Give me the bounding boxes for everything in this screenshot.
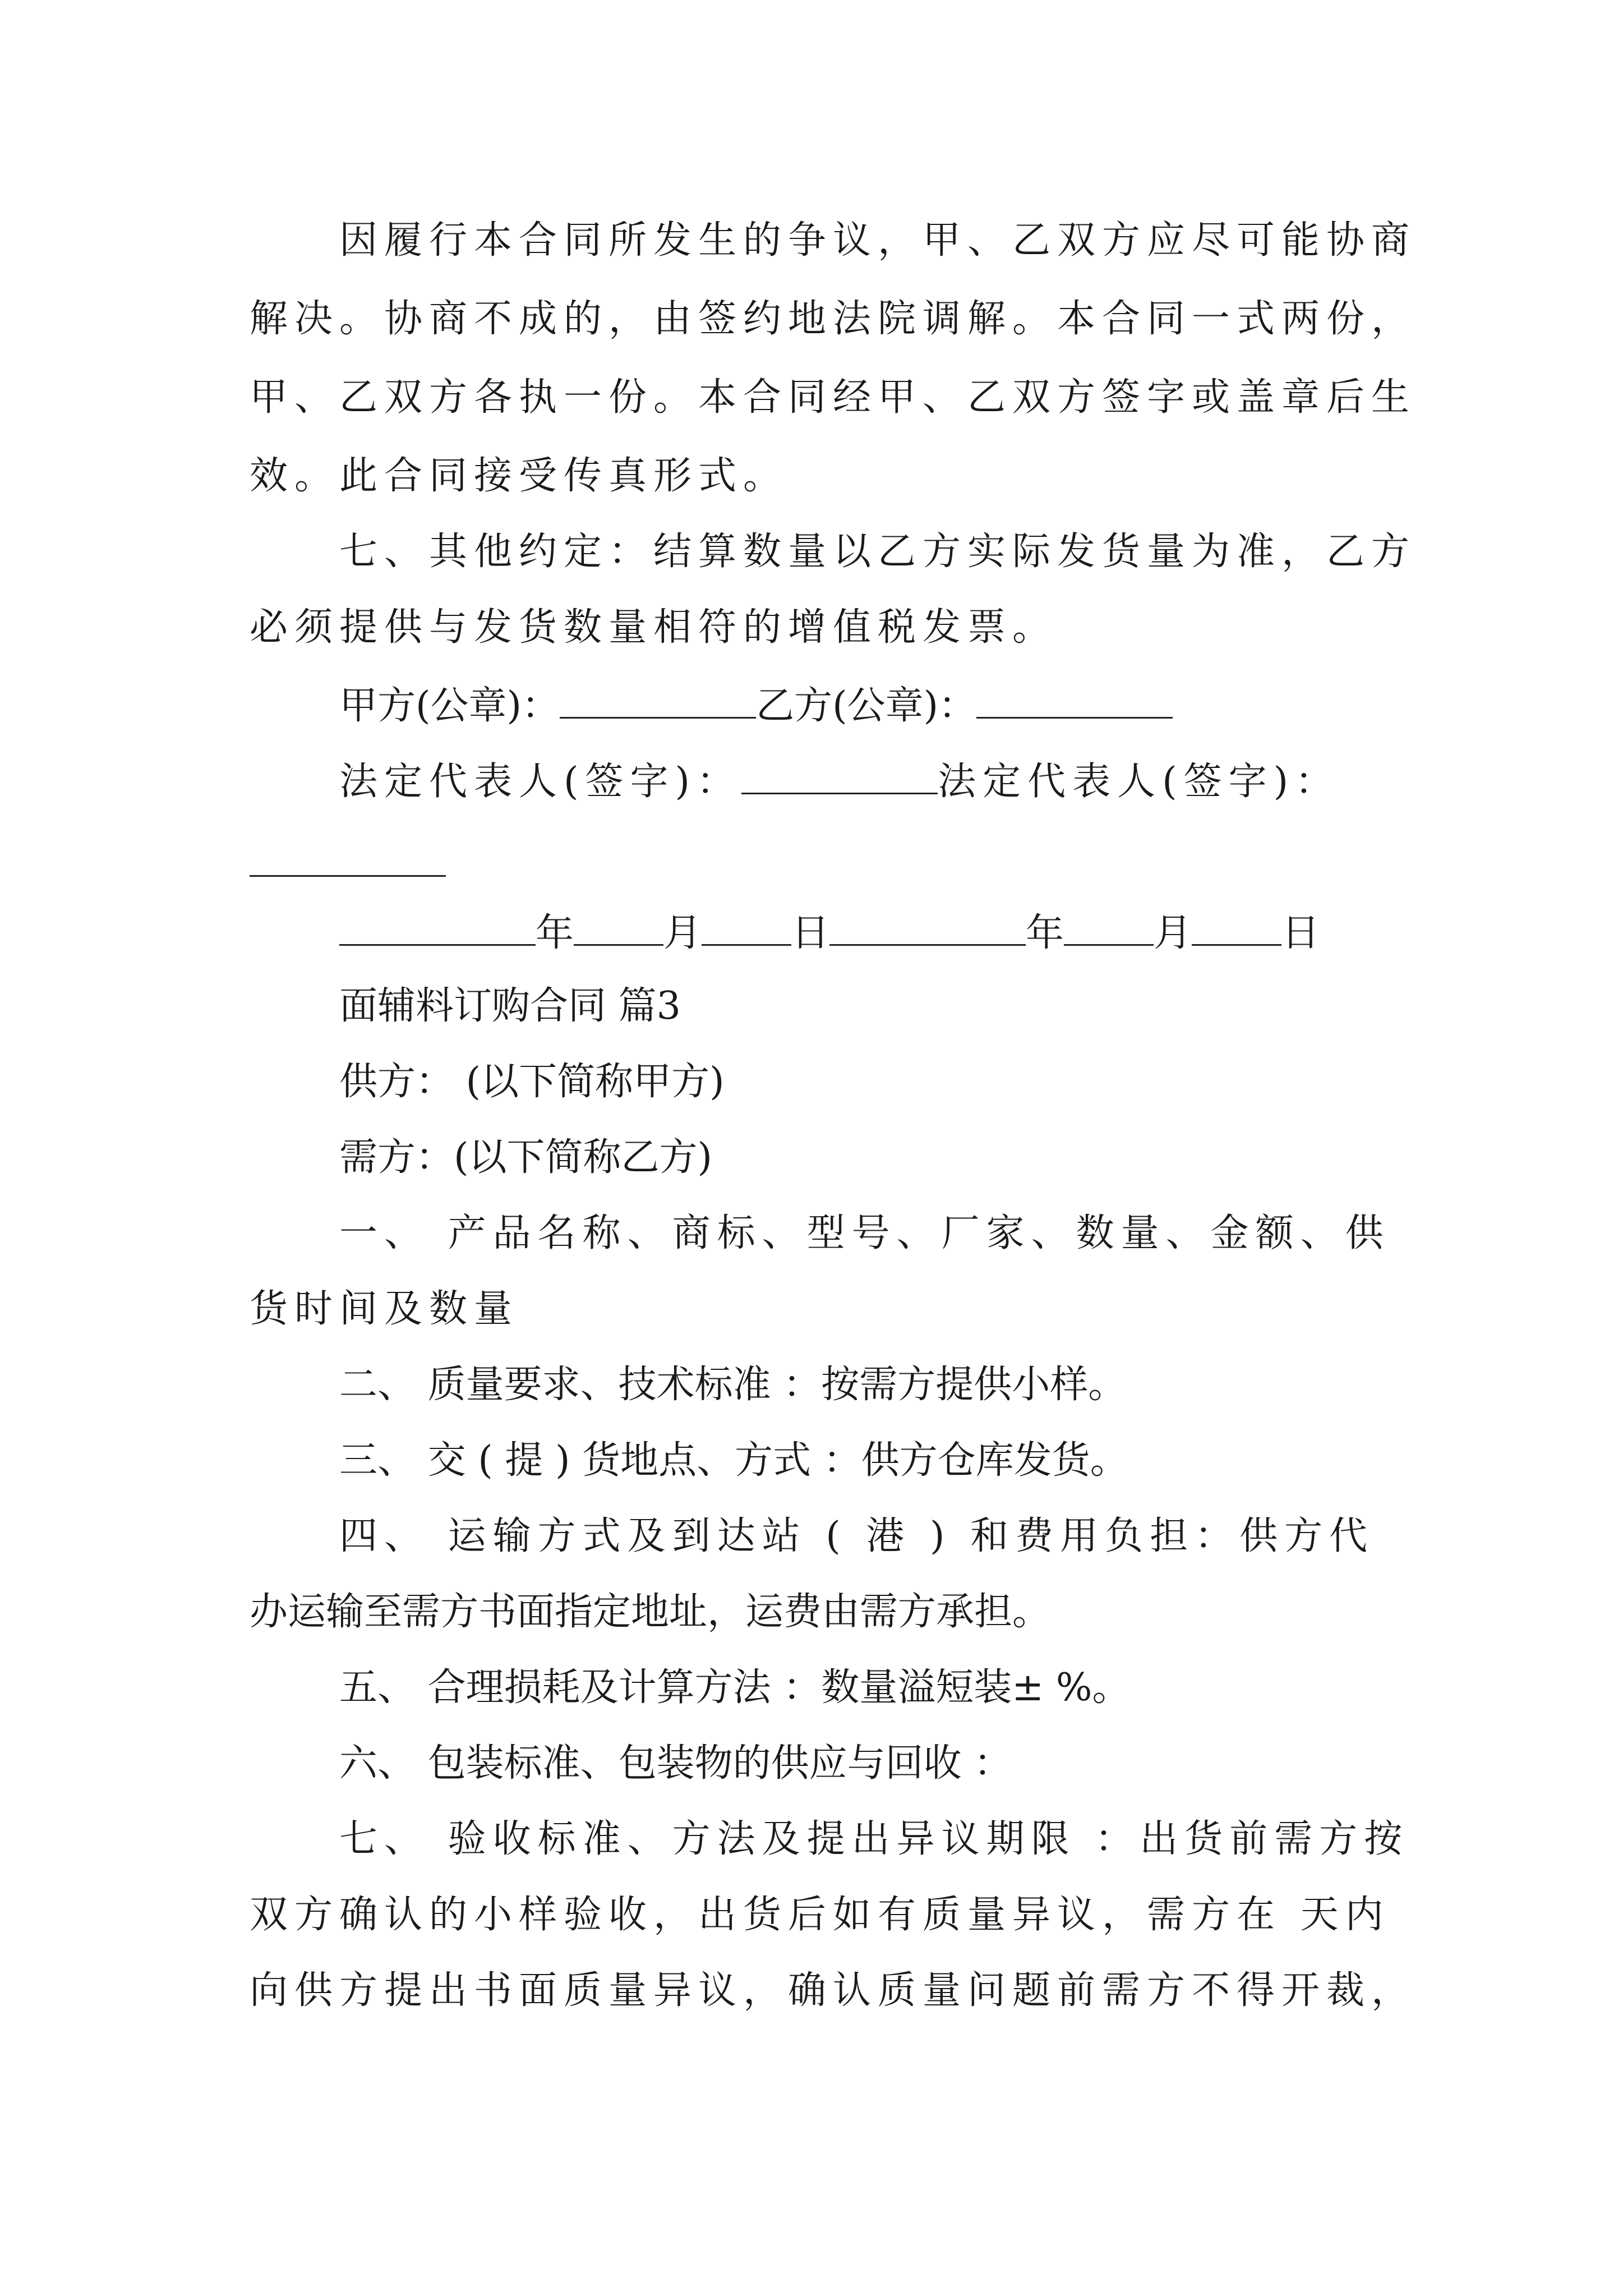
paragraph-line: 必须提供与发货数量相符的增值税发票。 [250,605,1058,650]
date-a-year-blank [339,912,536,946]
party-b-seal-label: 乙方(公章)： [756,683,977,728]
date-line [339,912,1320,953]
paragraph-line: 七、其他约定：结算数量以乙方实际发货量为准，乙方 [339,530,1417,574]
date-a-day-blank [702,912,791,946]
paragraph-line: 甲、乙双方各执一份。本合同经甲、乙双方签字或盖章后生 [250,375,1417,420]
rep-b-blank [250,875,446,877]
date-a-month-label: 月 [663,910,702,955]
clause-line: 货时间及数量 [250,1287,519,1331]
date-a-month-blank [574,912,663,946]
party-a-seal-label: 甲方(公章)： [339,683,560,728]
paragraph-line: 解决。协商不成的，由签约地法院调解。本合同一式两份， [250,297,1417,341]
clause-line: 三、 交 ( 提 ) 货地点、方式 ：供方仓库发货。 [339,1438,1128,1483]
date-b-month-label: 月 [1154,910,1192,955]
rep-a-label: 法定代表人(签字)： [339,759,742,804]
date-b-year-label: 年 [1026,910,1064,955]
clause-line: 六、 包装标准、包装物的供应与回收 ： [339,1741,1012,1786]
date-a-year-label: 年 [536,910,574,955]
supplier-line: 供方： (以下简称甲方) [339,1060,725,1104]
party-b-seal-blank [976,684,1173,719]
date-b-day-blank [1192,912,1281,946]
date-a-day-label: 日 [791,910,830,955]
date-b-month-blank [1064,912,1154,946]
rep-b-label: 法定代表人(签字)： [938,759,1340,804]
paragraph-line: 效。此合同接受传真形式。 [250,454,789,498]
representative-line [339,759,1340,804]
clause-line: 办运输至需方书面指定地址，运费由需方承担。 [250,1590,1051,1634]
clause-line: 向供方提出书面质量异议，确认质量问题前需方不得开裁， [250,1968,1417,2013]
clause-line: 四、 运输方式及到达站 ( 港 ) 和费用负担：供方代 [339,1514,1375,1558]
section-title: 面辅料订购合同 篇3 [339,984,681,1028]
date-b-day-label: 日 [1281,910,1320,955]
clause-line: 五、 合理损耗及计算方法 ：数量溢短装± %。 [339,1665,1131,1710]
paragraph-line: 因履行本合同所发生的争议，甲、乙双方应尽可能协商 [339,218,1417,263]
buyer-line: 需方：(以下简称乙方) [339,1135,713,1180]
clause-line: 二、 质量要求、技术标准 ：按需方提供小样。 [339,1363,1127,1407]
seal-line [339,683,1173,728]
rep-a-blank [741,760,938,794]
party-a-seal-blank [560,684,756,719]
date-b-year-blank [829,912,1026,946]
clause-line: 双方确认的小样验收，出货后如有质量异议，需方在 天内 [250,1893,1390,1937]
clause-line: 七、 验收标准、方法及提出异议期限 ：出货前需方按 [339,1817,1409,1861]
clause-line: 一、 产品名称、商标、型号、厂家、数量、金额、供 [339,1211,1390,1255]
